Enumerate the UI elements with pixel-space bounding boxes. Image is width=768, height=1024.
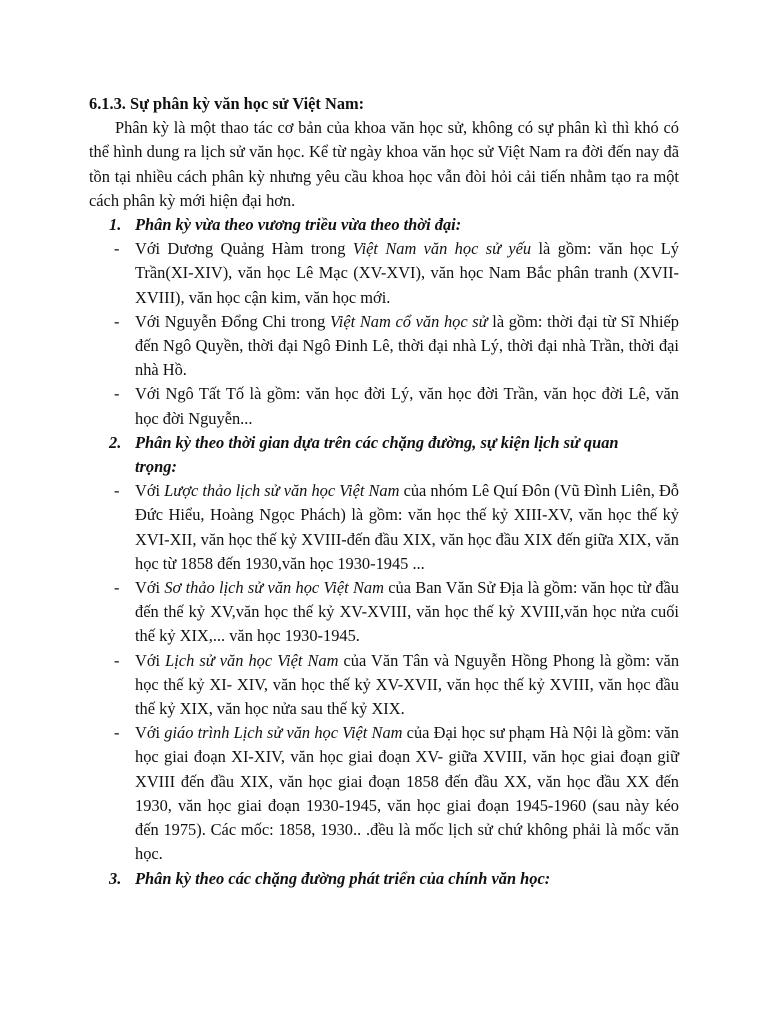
book-title: Việt Nam văn học sử yếu xyxy=(352,239,532,259)
subsection-3-title xyxy=(89,867,679,891)
section-heading: 6.1.3. Sự phân kỳ văn học sử Việt Nam: xyxy=(89,94,365,113)
item-text: của Văn Tân và Nguyễn Hồng Phong là gồm: văn học thế kỷ XI- XIV, văn học thế kỷ XV-XVII, văn học thế kỷ XVIII, văn học đầu thế kỷ XIX, văn học nửa sau thế kỷ XIX. xyxy=(135,650,680,719)
list-item xyxy=(89,479,679,576)
list-dash: - xyxy=(114,650,120,670)
item-text: là gồm: thời đại từ Sĩ Nhiếp đến Ngô Quyền, thời đại Ngô Đinh Lê, thời đại nhà Lý, thời đại nhà Trần, thời đại nhà Hồ. xyxy=(135,311,679,380)
list-item xyxy=(89,237,679,310)
item-text: Với xyxy=(135,723,165,743)
book-title: giáo trình Lịch sử văn học Việt Nam xyxy=(164,723,403,743)
subsection-1-title xyxy=(89,213,679,237)
intro-paragraph: Phân kỳ là một thao tác cơ bản của khoa văn học sử, không có sự phân kì thì khó có thể hình dung ra lịch sử văn học. Kể từ ngày khoa văn học sử Việt Nam ra đời đến nay đã tồn tại nhiều cách phân kỳ nhưng yêu cầu khoa học vẫn đòi hỏi cải tiến nhằm tạo ra một cách phân kỳ mới hiện đại hơn. xyxy=(89,118,679,210)
list-item xyxy=(89,576,679,649)
list-dash: - xyxy=(114,239,120,259)
list-dash: - xyxy=(114,311,120,331)
list-item xyxy=(89,649,679,722)
item-text: của nhóm Lê Quí Đôn (Vũ Đình Liên, Đỗ Đức Hiểu, Hoàng Ngọc Phách) là gồm: văn học thế kỷ XIII-XV, văn học thế kỷ XVI-XII, văn học thế kỷ XVIII-đến đầu XIX, văn học đầu XIX đến giữa XIX, văn học từ 1858 đến 1930,văn học 1930-1945 ... xyxy=(135,481,679,573)
subsection-1-number: 1. xyxy=(109,215,122,235)
book-title: Sơ thảo lịch sử văn học Việt Nam xyxy=(164,578,384,598)
book-title: Việt Nam cổ văn học sử xyxy=(330,311,488,331)
item-text: Với xyxy=(135,578,165,598)
list-dash: - xyxy=(114,723,120,743)
list-item xyxy=(89,721,679,866)
list-dash: - xyxy=(114,578,120,598)
subsection-2-title-line: Phân kỳ theo thời gian dựa trên các chặng đường, sự kiện lịch sử quan xyxy=(135,432,619,452)
item-text: Với xyxy=(135,650,166,670)
subsection-2-title-line: trọng: xyxy=(135,457,177,477)
subsection-1-title-text: Phân kỳ vừa theo vương triều vừa theo thời đại: xyxy=(135,215,462,235)
list-item xyxy=(89,310,679,383)
item-text: Với Dương Quảng Hàm trong xyxy=(135,239,353,259)
item-text: Với xyxy=(135,481,165,501)
book-title: Lược thảo lịch sử văn học Việt Nam xyxy=(164,481,400,501)
subsection-2-title xyxy=(89,431,679,479)
list-dash: - xyxy=(114,384,120,404)
subsection-3-title-text: Phân kỳ theo các chặng đường phát triển của chính văn học: xyxy=(135,868,551,888)
list-item xyxy=(89,382,679,430)
list-dash: - xyxy=(114,481,120,501)
document-page xyxy=(89,92,679,891)
item-text: Với Nguyễn Đổng Chi trong xyxy=(135,311,331,331)
item-text: là gồm: văn học Lý Trần(XI-XIV), văn học Lê Mạc (XV-XVI), văn học Nam Bắc phân tranh (XVII-XVIII), văn học cận kim, văn học mới. xyxy=(135,239,679,307)
item-text: của Ban Văn Sử Địa là gồm: văn học từ đầu đến thế kỷ XV,văn học thế kỷ XV-XVIII, văn học thế kỷ XVIII,văn học nửa cuối thế kỷ XIX,... văn học 1930-1945. xyxy=(135,578,680,646)
book-title: Lịch sử văn học Việt Nam xyxy=(165,650,339,670)
subsection-3-number: 3. xyxy=(109,868,122,888)
subsection-2-number: 2. xyxy=(109,432,122,452)
item-text: Với Ngô Tất Tố là gồm: văn học đời Lý, văn học đời Trần, văn học đời Lê, văn học đời Nguyễn... xyxy=(135,384,679,428)
item-text: của Đại học sư phạm Hà Nội là gồm: văn học giai đoạn XI-XIV, văn học giai đoạn XV- giữa XVIII, văn học giai đoạn giữ XVIII đến đầu XIX, văn học giai đoạn 1858 đến đầu XX, văn học đầu XX đến 1930, văn học giai đoạn 1930-1945, văn học giai đoạn 1945-1960 (sau này kéo đến 1975). Các mốc: 1858, 1930.. .đều là mốc lịch sử chứ không phải là mốc văn học. xyxy=(135,723,679,864)
